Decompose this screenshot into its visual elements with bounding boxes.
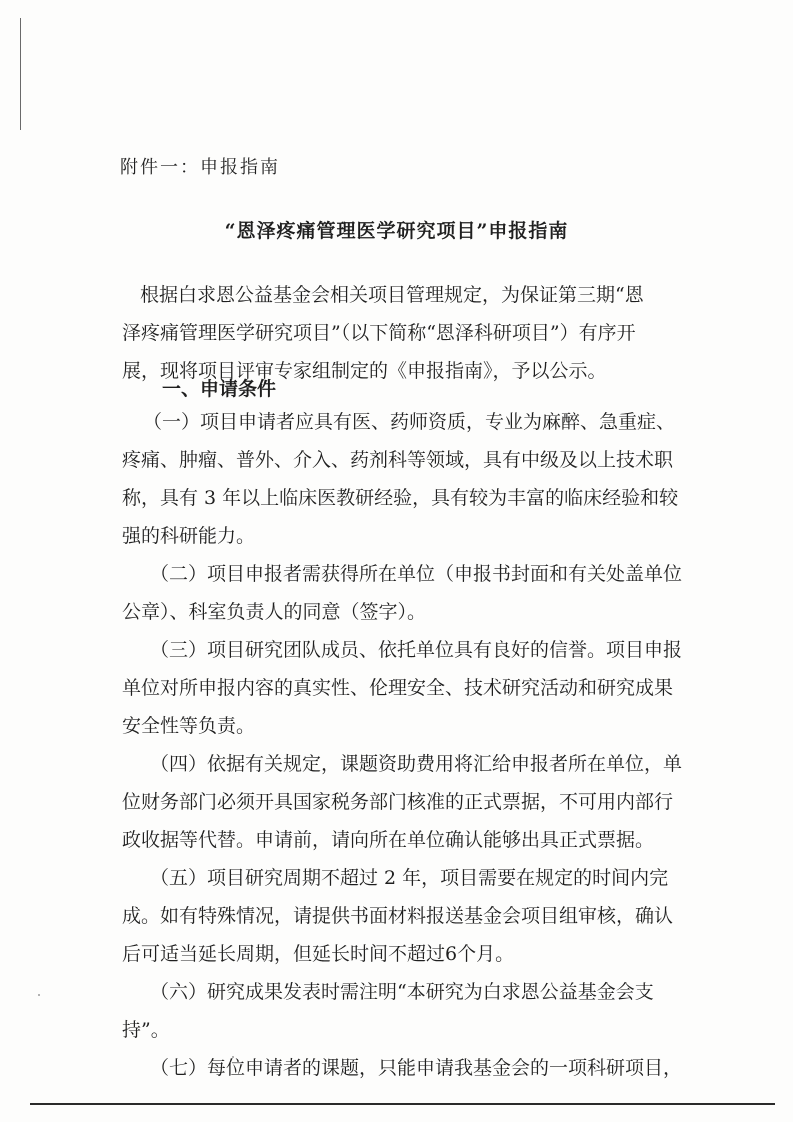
body-line: 后可适当延长周期，但延长时间不超过6个月。 <box>122 943 515 965</box>
body-line: （五）项目研究周期不超过 2 年，项目需要在规定的时间内完 <box>150 867 669 889</box>
section-heading: 一、申请条件 <box>162 378 277 400</box>
body-line: （六）研究成果发表时需注明“本研究为白求恩公益基金会支 <box>150 981 654 1003</box>
body-line: 强的科研能力。 <box>122 525 256 547</box>
body-line: 单位对所申报内容的真实性、伦理安全、技术研究活动和研究成果 <box>122 677 674 699</box>
page-bottom-rule <box>30 1103 775 1105</box>
body-line: 展，现将项目评审专家组制定的《申报指南》，予以公示。 <box>122 360 607 382</box>
scan-speck <box>38 994 40 996</box>
body-line: （四）依据有关规定，课题资助费用将汇给申报者所在单位，单 <box>150 753 683 775</box>
body-line: 持”。 <box>122 1019 170 1041</box>
body-line: （三）项目研究团队成员、依托单位具有良好的信誉。项目申报 <box>150 639 683 661</box>
body-line: （七）每位申请者的课题，只能申请我基金会的一项科研项目， <box>150 1057 683 1079</box>
attachment-label: 附件一：申报指南 <box>120 157 280 178</box>
body-line: 成。如有特殊情况，请提供书面材料报送基金会项目组审核，确认 <box>122 905 674 927</box>
document-title: “恩泽疼痛管理医学研究项目”申报指南 <box>224 220 569 242</box>
body-line: 公章）、科室负责人的同意（签字）。 <box>122 601 427 623</box>
body-line: 安全性等负责。 <box>122 715 256 737</box>
body-line: （一）项目申请者应具有医、药师资质，专业为麻醉、急重症、 <box>143 411 676 433</box>
body-line: 政收据等代替。申请前，请向所在单位确认能够出具正式票据。 <box>122 829 655 851</box>
body-line: 根据白求恩公益基金会相关项目管理规定，为保证第三期“恩 <box>140 284 644 306</box>
scan-edge-line <box>20 18 21 130</box>
body-line: （二）项目申报者需获得所在单位（申报书封面和有关处盖单位 <box>150 563 683 585</box>
body-line: 疼痛、肿瘤、普外、介入、药剂科等领域，具有中级及以上技术职 <box>122 449 674 471</box>
body-line: 称，具有 3 年以上临床医教研经验，具有较为丰富的临床经验和较 <box>122 487 679 509</box>
body-line: 位财务部门必须开具国家税务部门核准的正式票据，不可用内部行 <box>122 791 674 813</box>
body-line: 泽疼痛管理医学研究项目”（以下简称“恩泽科研项目”）有序开 <box>122 322 636 344</box>
